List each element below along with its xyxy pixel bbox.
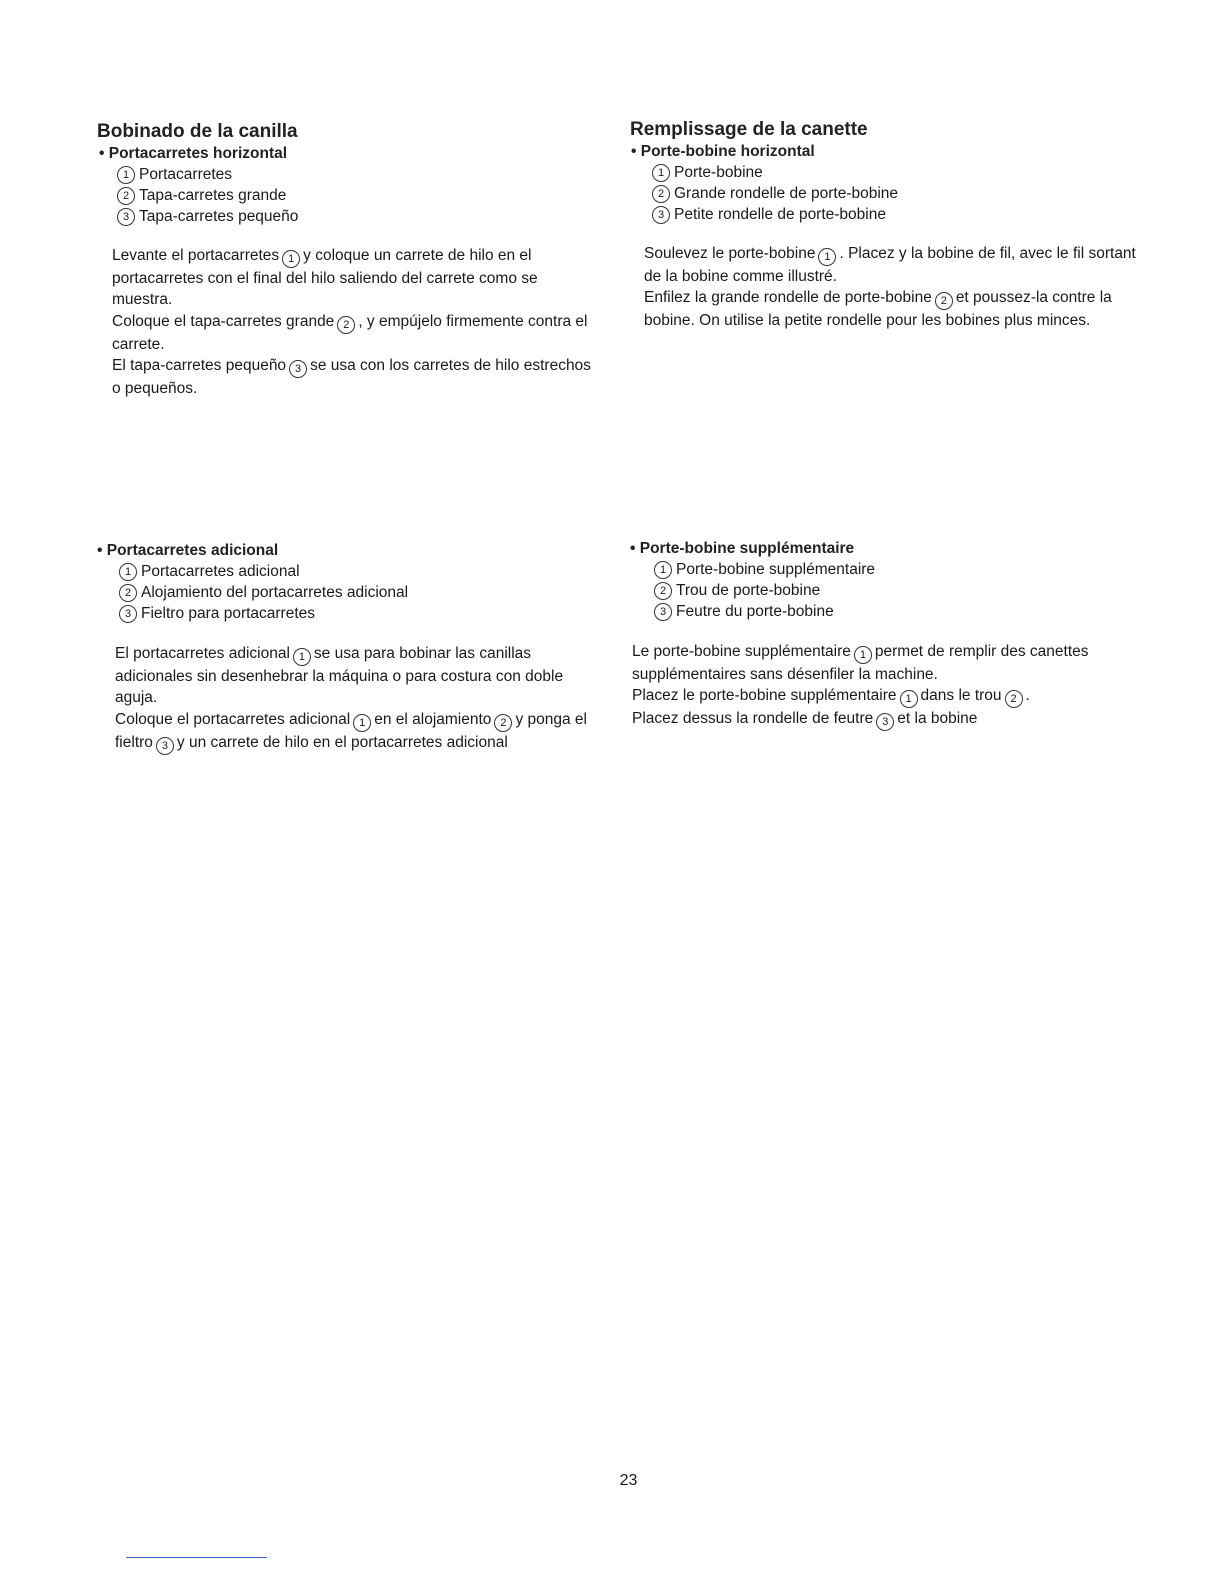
paragraph-line xyxy=(115,709,595,755)
text: se usa para bobinar las canillas adicionales sin desenhebrar la máquina o para costura con doble aguja. xyxy=(115,645,564,707)
paragraph-line xyxy=(115,643,595,709)
circled-number: 2 xyxy=(652,185,670,203)
french-column xyxy=(630,118,1160,332)
text: en el alojamiento xyxy=(374,710,492,728)
subsection-heading: • Portacarretes adicional xyxy=(97,542,279,559)
instructions-paragraph xyxy=(632,641,1092,731)
text: El tapa-carretes pequeño xyxy=(112,357,287,375)
paragraph-line xyxy=(112,355,602,399)
circled-number: 2 xyxy=(337,316,355,334)
circled-number: 2 xyxy=(494,714,512,732)
text: se usa con los carretes de hilo estrechos o pequeños. xyxy=(112,357,591,398)
french-column-lower xyxy=(630,539,1160,731)
footer-rule xyxy=(126,1557,267,1558)
item-label: Porte-bobine supplémentaire xyxy=(676,561,876,578)
circled-number: 3 xyxy=(652,206,670,224)
section-title: Remplissage de la canette xyxy=(630,119,868,140)
circled-number: 2 xyxy=(117,187,135,205)
text: y coloque un carrete de hilo en el portacarretes con el final del hilo saliendo del carrete como se muestra. xyxy=(112,247,538,309)
circled-number: 3 xyxy=(117,208,135,226)
instructions-paragraph xyxy=(644,243,1149,332)
text: y un carrete de hilo en el portacarretes adicional xyxy=(176,733,508,751)
list-item xyxy=(654,601,1160,622)
list-item xyxy=(119,561,607,582)
text: y ponga el fieltro xyxy=(115,710,587,751)
item-label: Porte-bobine xyxy=(674,164,763,181)
list-item xyxy=(654,580,1160,601)
paragraph-line xyxy=(644,287,1149,331)
text: , y empújelo firmemente contra el carrete. xyxy=(112,312,588,353)
text: Placez dessus la rondelle de feutre xyxy=(632,710,874,728)
list-item xyxy=(654,559,1160,580)
list-item xyxy=(117,164,607,185)
list-item xyxy=(119,603,607,624)
circled-number: 1 xyxy=(293,648,311,666)
parts-list xyxy=(107,164,607,227)
text: permet de remplir des canettes supplémentaires sans désenfiler la machine. xyxy=(632,643,1089,683)
text: . Placez y la bobine de fil, avec le fil sortant de la bobine comme illustré. xyxy=(644,245,1136,285)
text: Enfilez la grande rondelle de porte-bobine xyxy=(644,289,932,307)
spanish-column xyxy=(97,120,607,400)
circled-number: 3 xyxy=(289,360,307,378)
text: Placez le porte-bobine supplémentaire xyxy=(632,687,897,705)
text: Levante el portacarretes xyxy=(112,247,280,264)
subsection-heading: • Porte-bobine supplémentaire xyxy=(630,540,855,557)
list-item xyxy=(117,185,607,206)
circled-number: 2 xyxy=(119,584,137,602)
circled-number: 3 xyxy=(654,603,672,621)
item-label: Feutre du porte-bobine xyxy=(676,603,834,620)
paragraph-line xyxy=(112,311,602,355)
circled-number: 3 xyxy=(876,713,894,731)
circled-number: 1 xyxy=(854,646,872,664)
text: Le porte-bobine supplémentaire xyxy=(632,643,851,660)
circled-number: 1 xyxy=(119,563,137,581)
parts-list xyxy=(642,162,1160,225)
circled-number: 1 xyxy=(652,164,670,182)
item-label: Fieltro para portacarretes xyxy=(141,605,316,622)
circled-number: 2 xyxy=(1005,690,1023,708)
circled-number: 3 xyxy=(119,605,137,623)
circled-number: 1 xyxy=(900,690,918,708)
instructions-paragraph xyxy=(115,643,595,755)
circled-number: 3 xyxy=(156,737,174,755)
list-item xyxy=(119,582,607,603)
item-label: Portacarretes adicional xyxy=(141,563,300,580)
circled-number: 1 xyxy=(818,248,836,266)
item-label: Petite rondelle de porte-bobine xyxy=(674,206,886,223)
paragraph-line xyxy=(632,685,1092,708)
section-title: Bobinado de la canilla xyxy=(97,121,298,142)
text: Coloque el tapa-carretes grande xyxy=(112,312,335,330)
parts-list xyxy=(644,559,1160,622)
text: El portacarretes adicional xyxy=(115,645,290,662)
parts-list xyxy=(109,561,607,624)
text: Soulevez le porte-bobine xyxy=(644,245,816,262)
item-label: Grande rondelle de porte-bobine xyxy=(674,185,899,202)
page-number: 23 xyxy=(619,1472,638,1489)
circled-number: 1 xyxy=(353,714,371,732)
item-label: Tapa-carretes grande xyxy=(139,187,287,204)
text: dans le trou xyxy=(920,687,1002,705)
list-item xyxy=(117,206,607,227)
text: . xyxy=(1025,687,1030,705)
circled-number: 1 xyxy=(654,561,672,579)
text: et la bobine xyxy=(897,710,978,728)
text: Coloque el portacarretes adicional xyxy=(115,710,351,728)
item-label: Portacarretes xyxy=(139,166,233,183)
circled-number: 1 xyxy=(282,250,300,268)
circled-number: 1 xyxy=(117,166,135,184)
item-label: Trou de porte-bobine xyxy=(676,582,821,599)
list-item xyxy=(652,204,1160,225)
circled-number: 2 xyxy=(654,582,672,600)
circled-number: 2 xyxy=(935,292,953,310)
paragraph-line xyxy=(644,243,1149,287)
spanish-column-lower xyxy=(97,541,607,755)
list-item xyxy=(652,162,1160,183)
item-label: Tapa-carretes pequeño xyxy=(139,208,299,225)
text: et poussez-la contre la bobine. On utilise la petite rondelle pour les bobines plus minces. xyxy=(644,289,1112,330)
instructions-paragraph xyxy=(112,245,602,400)
list-item xyxy=(652,183,1160,204)
paragraph-line xyxy=(632,708,1092,731)
item-label: Alojamiento del portacarretes adicional xyxy=(141,584,409,601)
paragraph-line xyxy=(112,245,602,311)
subsection-heading: • Portacarretes horizontal xyxy=(99,145,288,162)
subsection-heading: • Porte-bobine horizontal xyxy=(631,143,815,160)
paragraph-line xyxy=(632,641,1092,685)
